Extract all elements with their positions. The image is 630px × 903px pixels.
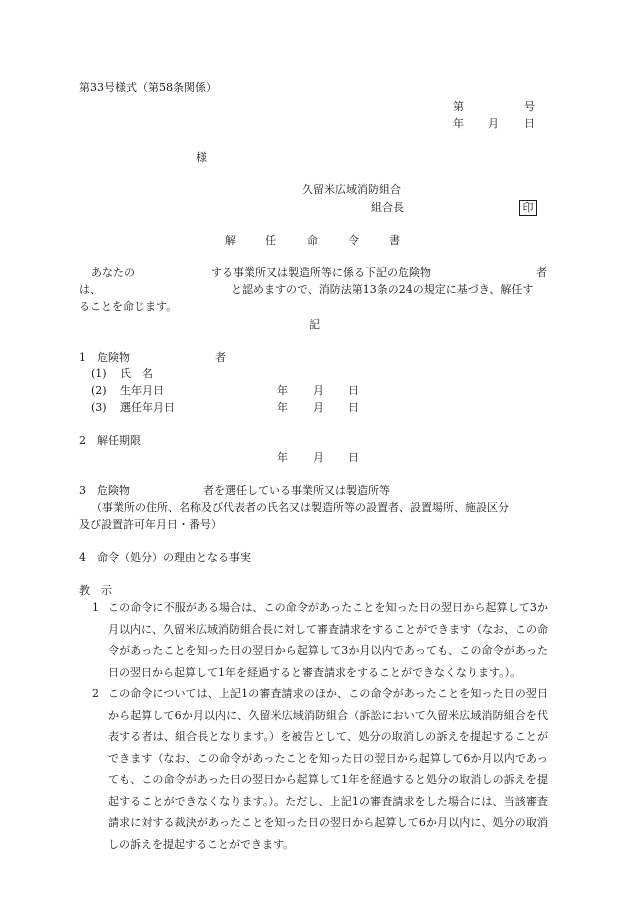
instruction-p1-num: 1: [92, 601, 99, 614]
item1-sub2-month: 月: [313, 384, 324, 397]
body-line2-a: は、: [79, 283, 101, 296]
item2-year: 年: [277, 451, 288, 464]
item1-sub1-num: (1): [91, 367, 107, 380]
date-day: 日: [524, 117, 535, 130]
body-line2-b: と認めますので、消防法第13条の24の規定に基づき、解任す: [231, 283, 534, 296]
item1-sub3-day: 日: [348, 401, 359, 414]
item3-note-line2: 及び設置許可年月日・番号）: [79, 518, 222, 531]
item1-sub2-label: 生年月日: [120, 384, 164, 397]
date-month: 月: [488, 117, 499, 130]
issuer-title: 組合長: [371, 201, 404, 214]
instruction-p2-text: この命令については、上記1の審査請求のほか、この命令があったことを知った日の翌日から起算して6か月以内に、久留米広域消防組合（訴訟において久留米広域消防組合を代表する者は、組合長となります。）を被告として、処分の取消しの訴えを提起することができます（なお、この命令があったことを知った日の翌日から起算して6か月以内であっても、この命令があった日の翌日から起算して1年を経過すると処分の取消しの訴えを提起することができなくなります。）。ただし、上記1の審査請求をした場合には、当該審査請求に対する裁決があったことを知った日の翌日から起算して6か月以内に、処分の取消しの訴えを提起することができます。: [108, 687, 548, 851]
item1-sub3-label: 選任年月日: [120, 401, 175, 414]
item1-sub2-day: 日: [348, 384, 359, 397]
item1-heading-b: 者: [215, 351, 226, 364]
item3-heading-b: 者を選任している事業所又は製造所等: [203, 484, 390, 497]
item4-heading: 4 命令（処分）の理由となる事実: [79, 551, 251, 564]
item1-sub3-year: 年: [277, 401, 288, 414]
instruction-heading: 教 示: [79, 584, 112, 597]
item1-sub2-year: 年: [277, 384, 288, 397]
item1-sub1-label: 氏 名: [120, 367, 153, 380]
addressee-sama: 様: [196, 151, 207, 164]
item2-day: 日: [348, 451, 359, 464]
doc-title-char-3: 命: [307, 234, 318, 247]
item1-heading-a: 1 危険物: [79, 351, 130, 364]
number-dai: 第: [453, 100, 464, 113]
instruction-p2-num: 2: [92, 687, 99, 700]
item1-sub3-month: 月: [313, 401, 324, 414]
body-line3: ることを命じます。: [79, 300, 178, 313]
form-title: 第33号様式（第58条関係）: [79, 81, 217, 94]
instruction-p1-text: この命令に不服がある場合は、この命令があったことを知った日の翌日から起算して3か月以内に、久留米広域消防組合長に対して審査請求をすることができます（なお、この命令があったことを知った日の翌日から起算して3か月以内であっても、この命令があった日の翌日から起算して1年を経過すると審査請求をすることができなくなります。）。: [108, 601, 548, 679]
number-go: 号: [524, 100, 535, 113]
item3-heading-a: 3 危険物: [79, 484, 130, 497]
doc-title-char-1: 解: [225, 234, 236, 247]
body-line1-b: する事業所又は製造所等に係る下記の危険物: [211, 266, 431, 279]
seal-stamp: 印: [519, 200, 537, 216]
item1-sub2-num: (2): [91, 384, 107, 397]
issuer-org: 久留米広域消防組合: [302, 183, 401, 196]
item1-sub3-num: (3): [91, 401, 107, 414]
item2-heading: 2 解任期限: [79, 434, 141, 447]
item2-month: 月: [313, 451, 324, 464]
doc-title-char-4: 令: [348, 234, 359, 247]
doc-title-char-5: 書: [389, 234, 400, 247]
body-line1-c: 者: [536, 266, 547, 279]
ki-label: 記: [309, 318, 320, 331]
doc-title-char-2: 任: [265, 234, 276, 247]
body-line1-a: あなたの: [91, 266, 135, 279]
date-year: 年: [453, 117, 464, 130]
item3-note-line1: （事業所の住所、名称及び代表者の氏名又は製造所等の設置者、設置場所、施設区分: [91, 501, 509, 514]
